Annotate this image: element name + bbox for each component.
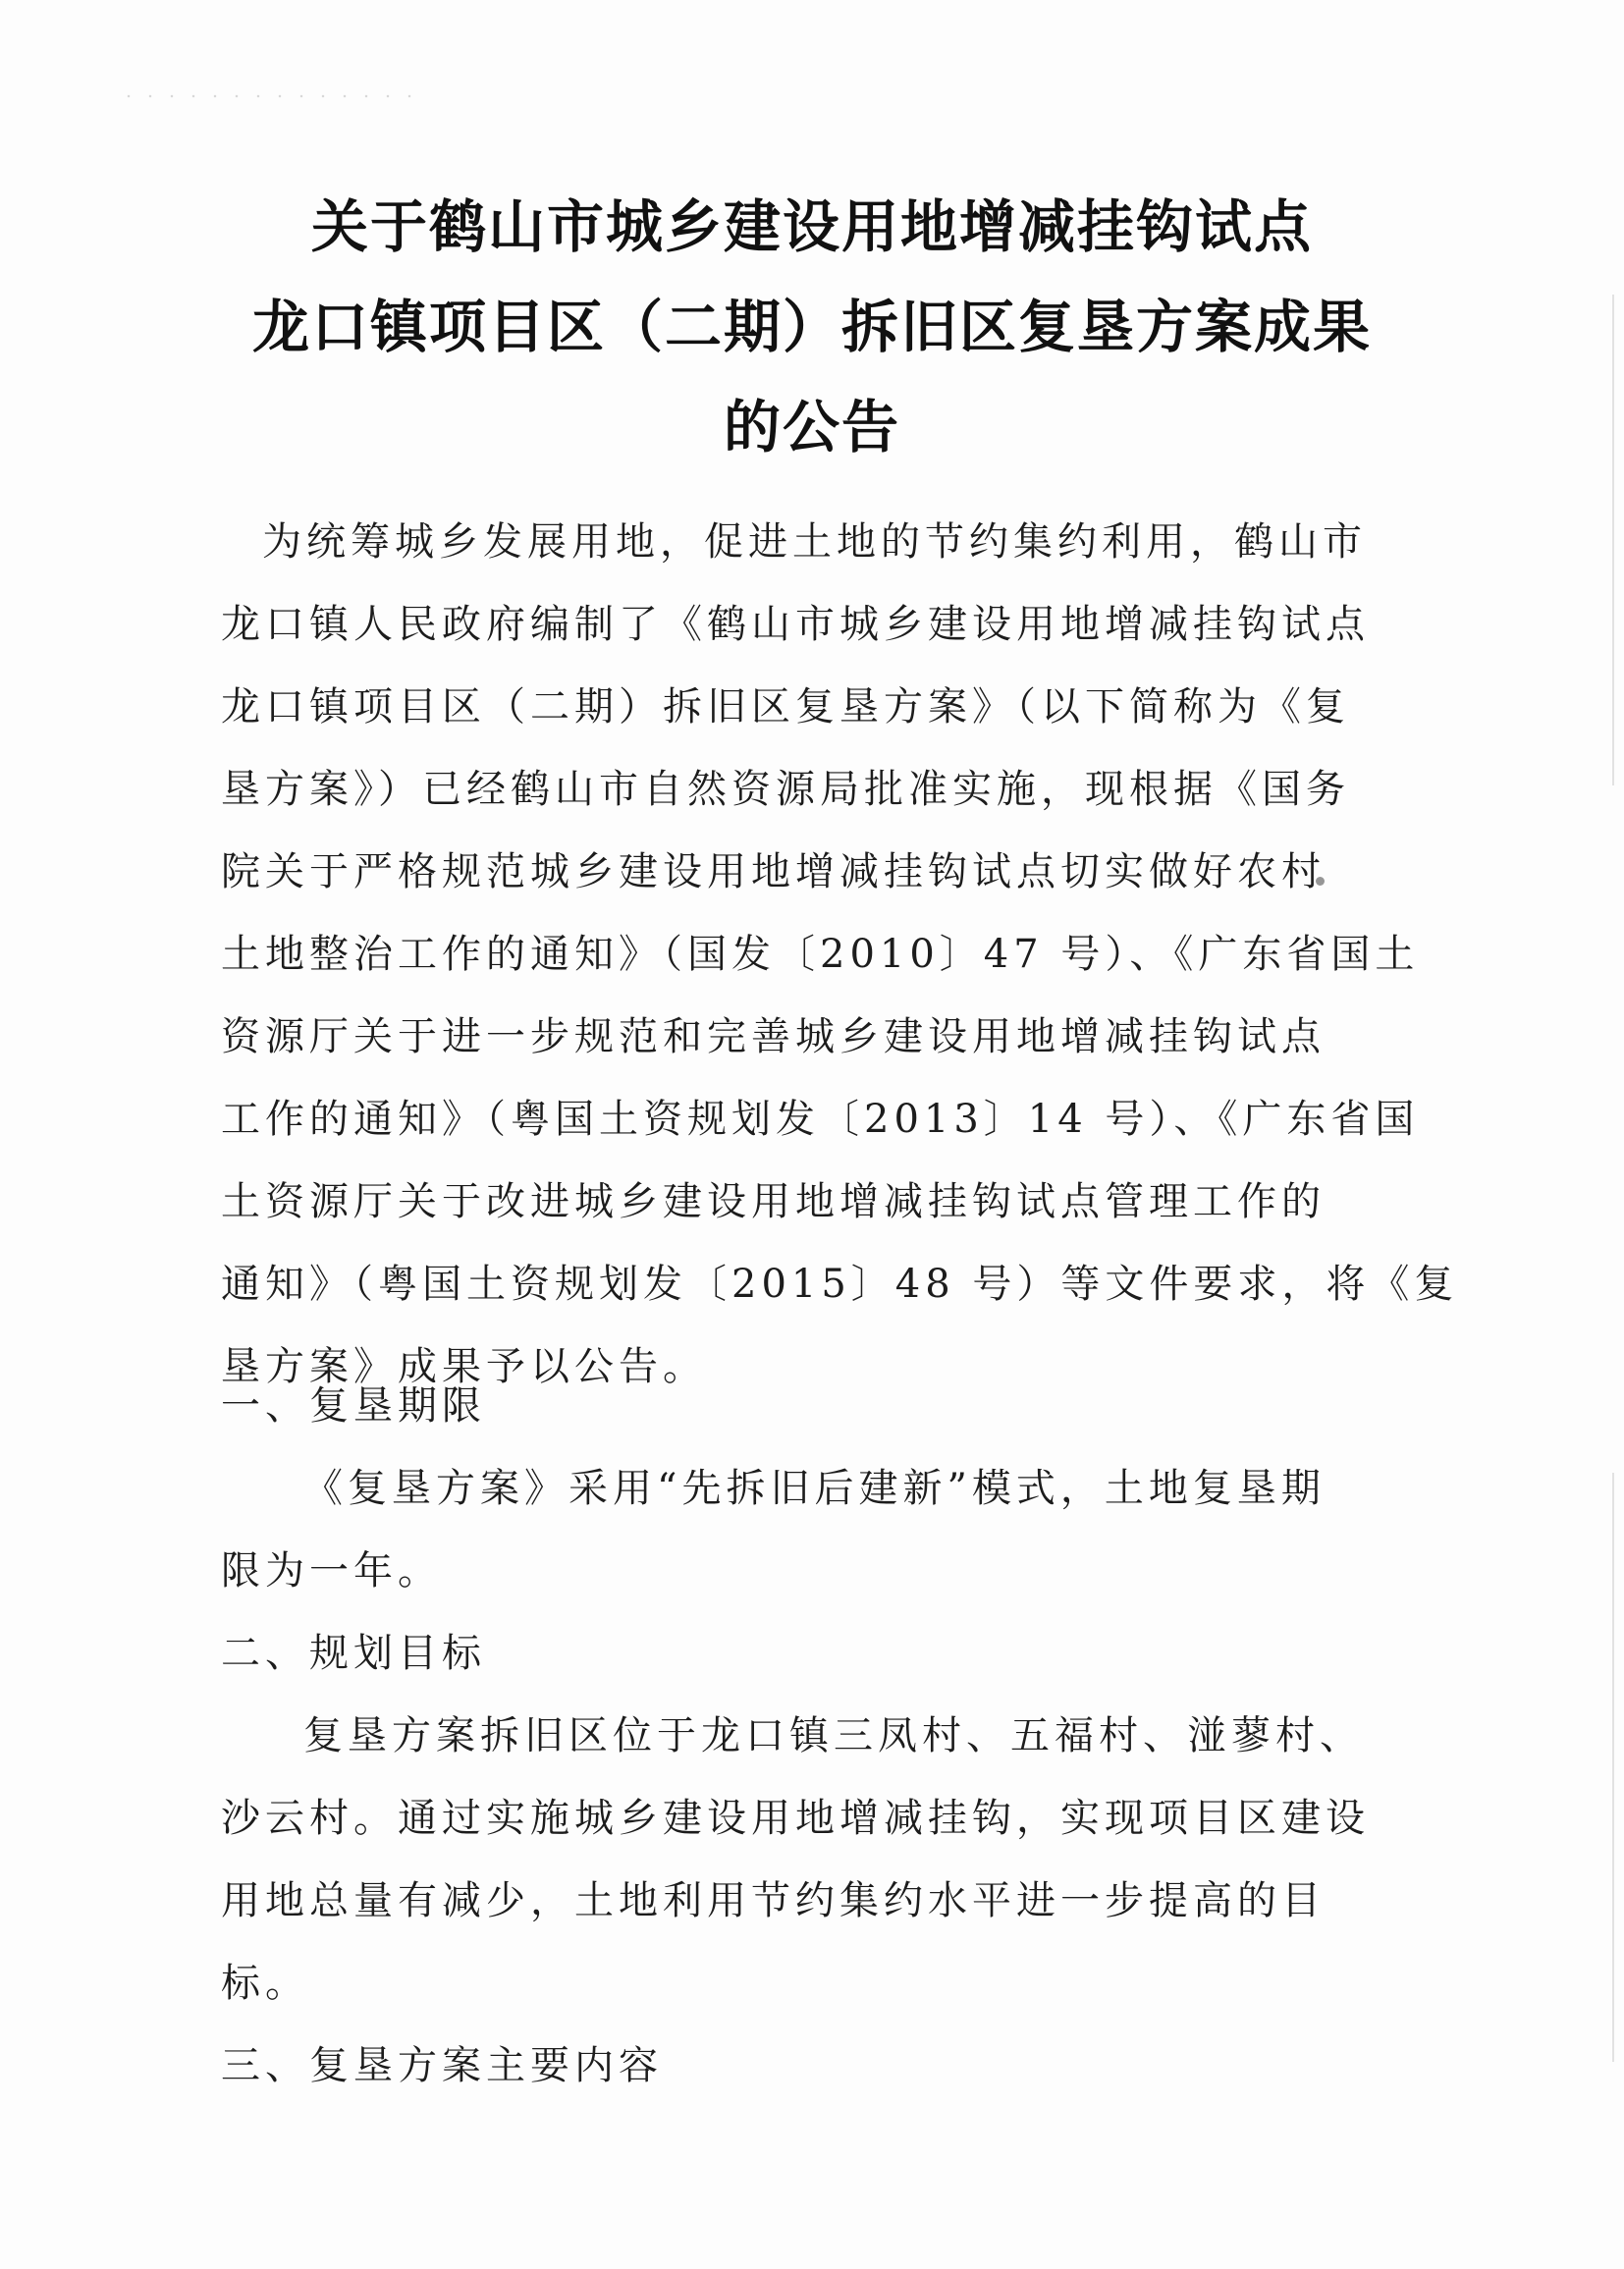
- section-line: 复垦方案拆旧区位于龙口镇三凤村、五福村、湴蓼村、: [303, 1713, 1364, 1758]
- paragraph-line: 土资源厅关于改进城乡建设用地增减挂钩试点管理工作的: [221, 1179, 1326, 1224]
- title-line: 的公告: [723, 394, 900, 460]
- paragraph-line: 资源厅关于进一步规范和完善城乡建设用地增减挂钩试点: [221, 1014, 1326, 1059]
- paragraph-line: 垦方案》）已经鹤山市自然资源局批准实施，现根据《国务: [221, 767, 1350, 812]
- scan-artifact-dots: [118, 94, 412, 98]
- section-heading: 一、复垦期限: [221, 1383, 486, 1429]
- section-heading: 三、复垦方案主要内容: [221, 2043, 663, 2088]
- section-line: 沙云村。通过实施城乡建设用地增减挂钩，实现项目区建设: [221, 1796, 1370, 1841]
- title-line: 龙口镇项目区（二期）拆旧区复垦方案成果: [251, 294, 1372, 360]
- paragraph-line: 院关于严格规范城乡建设用地增减挂钩试点切实做好农村: [221, 849, 1326, 894]
- paragraph-line: 为统筹城乡发展用地，促进土地的节约集约利用，鹤山市: [262, 519, 1367, 565]
- section-line: 限为一年。: [221, 1548, 442, 1594]
- title-line: 关于鹤山市城乡建设用地增减挂钩试点: [310, 193, 1313, 260]
- section-line: 用地总量有减少，土地利用节约集约水平进一步提高的目: [221, 1878, 1326, 1923]
- paragraph-line: 龙口镇项目区（二期）拆旧区复垦方案》（以下简称为《复: [221, 684, 1350, 729]
- section-line: 标。: [221, 1961, 309, 2006]
- paragraph-line: 垦方案》成果予以公告。: [221, 1344, 707, 1389]
- document-title: [0, 177, 1624, 477]
- section-heading: 二、规划目标: [221, 1631, 486, 1676]
- section-line: 《复垦方案》采用“先拆旧后建新”模式，土地复垦期: [303, 1466, 1326, 1511]
- paragraph-line: 龙口镇人民政府编制了《鹤山市城乡建设用地增减挂钩试点: [221, 602, 1370, 647]
- paragraph-line: 工作的通知》（粤国土资规划发〔2013〕14 号）、《广东省国: [221, 1097, 1420, 1142]
- scan-edge-mark: [1612, 1473, 1614, 2062]
- paragraph-line: 通知》（粤国土资规划发〔2015〕48 号）等文件要求，将《复: [221, 1262, 1459, 1307]
- paragraph-line: 土地整治工作的通知》（国发〔2010〕47 号）、《广东省国土: [221, 932, 1420, 977]
